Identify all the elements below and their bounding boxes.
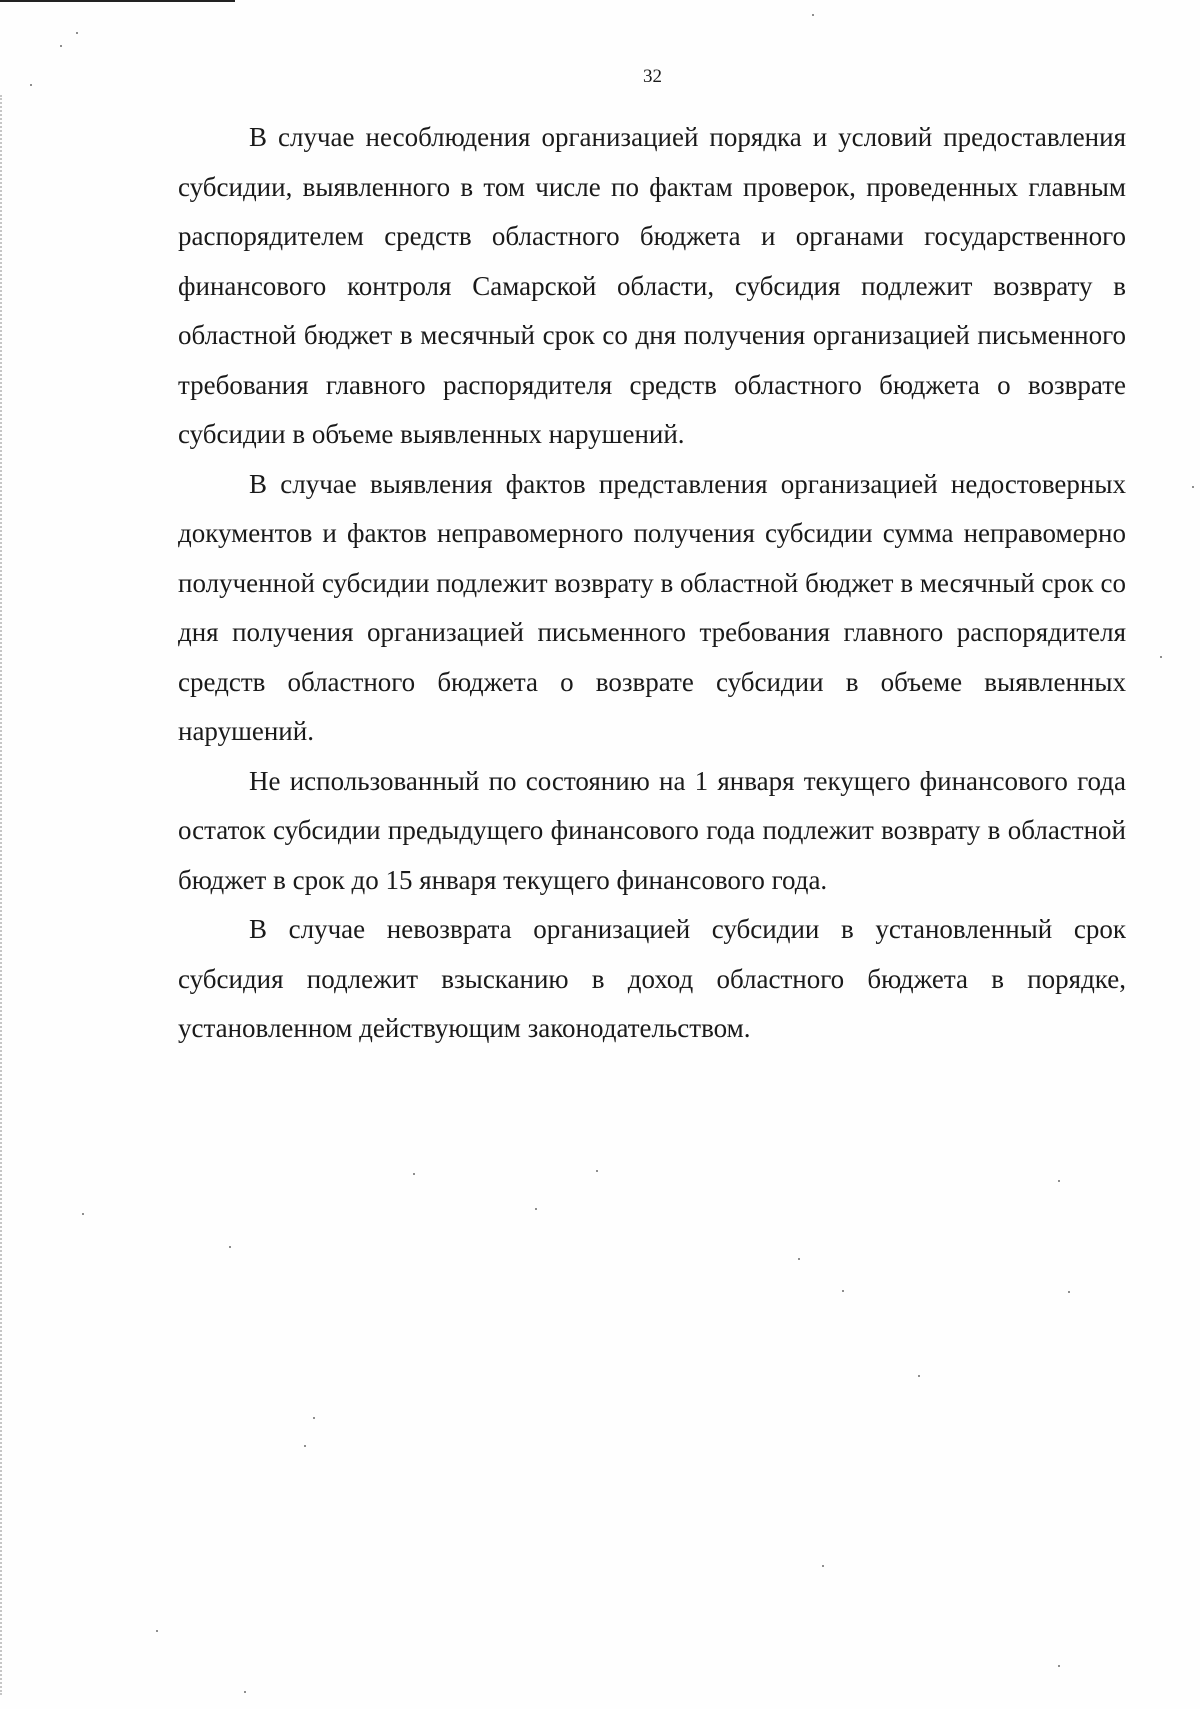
scan-speck <box>812 14 814 16</box>
scan-speck <box>596 1170 598 1172</box>
paragraph-1: В случае несоблюдения организацией порядка и условий предоставления субсидии, выявленного в том числе по фактам проверок, проведенных главным распорядителем средств областного бюджета и органами государственного финансового контроля Самарской области, субсидия подлежит возврату в областной бюджет в месячный срок со дня получения организацией письменного требования главного распорядителя средств областного бюджета о возврате субсидии в объеме выявленных нарушений. <box>178 122 1126 449</box>
scan-speck <box>1192 486 1194 488</box>
scan-speck <box>822 1565 824 1567</box>
scan-speck <box>535 1208 537 1210</box>
scan-speck <box>76 32 78 34</box>
scan-speck <box>304 1445 306 1447</box>
scan-speck <box>1058 1180 1060 1182</box>
scan-speck <box>1160 656 1162 658</box>
scan-speck <box>1068 1291 1070 1293</box>
scan-speck <box>82 1213 84 1215</box>
scan-speck <box>313 1417 315 1419</box>
scan-left-edge <box>0 95 4 1695</box>
scan-speck <box>918 1375 920 1377</box>
paragraph-4: В случае невозврата организацией субсидии в установленный срок субсидия подлежит взысканию в доход областного бюджета в порядке, установленном действующим законодательством. <box>178 914 1126 1043</box>
scan-speck <box>798 1258 800 1260</box>
scan-speck <box>156 1630 158 1632</box>
scan-speck <box>244 1691 246 1693</box>
scan-speck <box>60 45 62 47</box>
paragraph-3: Не использованный по состоянию на 1 января текущего финансового года остаток субсидии предыдущего финансового года подлежит возврату в областной бюджет в срок до 15 января текущего финансового года. <box>178 765 1126 895</box>
scan-speck <box>413 1173 415 1175</box>
page-number: 32 <box>643 66 662 87</box>
top-rule <box>0 0 235 2</box>
scan-speck <box>229 1246 231 1248</box>
scan-speck <box>842 1290 844 1292</box>
scan-speck <box>1058 1665 1060 1667</box>
scan-speck <box>30 84 32 86</box>
document-body <box>178 113 1126 1054</box>
paragraph-2: В случае выявления фактов представления организацией недостоверных документов и фактов неправомерного получения субсидии сумма неправомерно полученной субсидии подлежит возврату в областной бюджет в месячный срок со дня получения организацией письменного требования главного распорядителя средств областного бюджета о возврате субсидии в объеме выявленных нарушений. <box>178 468 1126 746</box>
